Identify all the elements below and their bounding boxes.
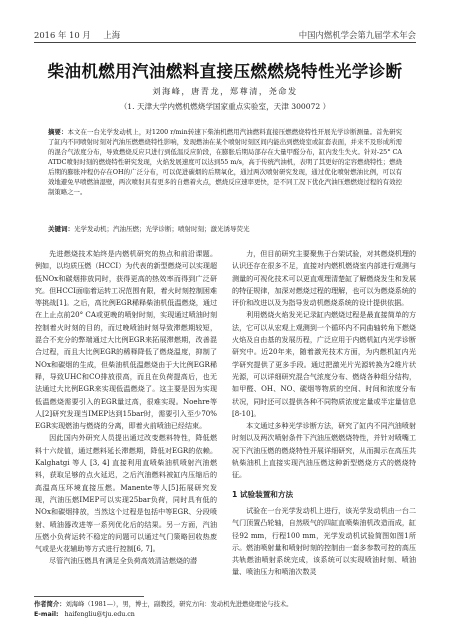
- header-divider: [34, 42, 416, 43]
- email-label: E-mail:: [34, 611, 59, 618]
- section-heading: 1 试验装置和方法: [232, 489, 294, 499]
- author-bio: [34, 600, 416, 610]
- email-address: haifengliu@tju.edu.cn: [64, 611, 135, 618]
- author-bio-text: 刘海峰（1981—），男，博士，副教授，研究方向：发动机先进燃烧理论与技术。: [65, 601, 293, 608]
- abstract: [48, 127, 402, 222]
- footnote: [34, 600, 416, 620]
- author-bio-label: 作者简介：: [34, 601, 66, 608]
- body-paragraph: 本文通过多种光学诊断方法，研究了缸内不同汽油喷射时刻以及两次喷射条件下汽油压燃燃烧特性，并针对喷嘴工况下汽油压燃的燃烧特性开展详细研究，从而揭示在高压共轨柴油机上直接实现汽油压燃这种新型燃烧方式的燃烧特征。: [232, 421, 416, 480]
- abstract-label: 摘要：: [48, 128, 68, 136]
- affiliation: （1. 天津大学内燃机燃烧学国家重点实验室，天津 300072 ）: [119, 102, 331, 111]
- body-paragraph: 先进燃烧技术始终是内燃机研究的热点和前沿课题。例如，以均质压燃（HCCI）为代表的新型燃烧可以实现超低NOx和碳烟排放同时，获得更高的热效率而得到广泛研究。但HCCI面临着运转工况范围有限，着火时刻控制困难等挑战[1]。之后，高比例EGR稀释柴油机低温燃烧，通过在上止点前20° CA或更晚的喷射时刻，实现通过喷油时刻控制着火时刻的目的，而过晚喷油时刻导致滞燃期较短，混合不充分的弊端通过大比例EGR来拓展滞燃期，改善混合过程，而且大比例EGR的稀释降低了燃烧温度，抑制了NOx和碳烟的生成，但柴油机低温燃烧由于大比例EGR稀释，导致UHC和CO排放很高，而且在负荷提高后，也无法通过大比例EGR来实现低温燃烧了。这主要是因为实现低温燃烧需要引入的EGR量过高，很难实现。Noehre等人[2]研究发现当IMEP达到15bar时，需要引入至少70% EGR实现燃油与燃烧的分离，即着火前喷油已经结束。: [35, 249, 217, 431]
- abstract-text: 本文在一台光学发动机上，对1200 r/min转速下柴油机燃用汽油燃料直接压燃燃烧特性开展光学诊断测量。首先研究了缸内不同喷射时刻对汽油压燃燃烧特性影响，发现燃油在某个喷射时刻区间内能出到燃烧室或缸套表面，并来不及形成所需的混合气浓度分布，导致燃烧反应只进行到低温反应阶段，在膨胀后期局部存在大量甲醛分布，缸内发生失火。针对-25° CA ATDC喷射时刻的燃烧特性研究发现，火焰发展速度可以达到55 m/s，高于传统汽油机，表明了其更好的定容燃烧特性；燃烧后期的膨胀冲程仍存在OH的广泛分布，可以促进碳烟的后期氧化，通过两次喷射研究发现，通过优化喷射燃油比例，可以有效地避免早喷燃油湿壁，两次喷射具有更多的自燃着火点，燃烧反应速率更快，是不同工况下优化汽油压燃燃烧过程的有效控制策略之一。: [48, 128, 402, 196]
- keywords-text: 光学发动机；汽油压燃；光学诊断；喷射时刻；激光诱导荧光: [74, 225, 250, 233]
- footnote-divider: [34, 596, 144, 597]
- keywords-label: 关键词：: [48, 225, 74, 233]
- header-date-location: [34, 29, 130, 41]
- keywords: [48, 224, 402, 234]
- header-conference: 中国内燃机学会第九届学术年会: [298, 30, 416, 40]
- header-year: 2016 年 10 月: [34, 30, 91, 40]
- running-header: [34, 27, 416, 41]
- body-column-right: [232, 248, 416, 594]
- author-email: [34, 610, 416, 620]
- body-column-left: [35, 248, 217, 594]
- paper-title: 柴油机燃用汽油燃料直接压燃燃烧特性光学诊断: [47, 62, 403, 81]
- author-list: 刘海峰，唐青龙，郑尊清，尧命发: [152, 86, 298, 96]
- body-paragraph: 试验在一台光学发动机上进行，该光学发动机由一台二气门顶置凸轮轴，自然吸气的四缸直喷柴油机改造而成，缸径92 mm，行程100 mm，光学发动机试验简图如图1所示。燃油喷射量和喷射时刻的控制由一套多参数可控的高压共轨燃油喷射系统完成，该系统可以实现喷油时刻、喷油量、喷油压力和喷油次数灵: [232, 505, 416, 577]
- body-paragraph: 力，但目前研究主要聚焦于台架试验，对其燃烧机理的认识还存在很多不足，直接对内燃机燃烧室内部进行观测与测量的可视化技术可以更直观理清楚缸了解燃烧发生和发展的特征规律，加深对燃烧过程的理解，也可以为燃烧系统的评价和改进以及为指导发动机燃烧系统的设计提供依据。: [232, 249, 416, 308]
- body-paragraph: 因此国内外研究人员提出通过改变燃料特性，降低燃料十六烷值，通过燃料延长滞燃期，降低对EGR的依赖。Kalghatgi 等人 [3, 4] 直接利用直喷柴油机喷射汽油燃料，获取足够的点火延迟，之后汽油燃料被缸内压缩后的高温高压环境直接压燃。Manente等人[5]拓展研究发现，汽油压燃IMEP可以实现25bar负荷，同时具有低的NOx和碳烟排放，当然这个过程是包括中等EGR、分段喷射、喷油器改进等一系列优化后的结果。另一方面，汽油压燃小负荷运转不稳定的问题可以通过气门策略回收热废气或是火花辅助等方式进行控制[6, 7]。: [35, 433, 217, 554]
- header-city: 上海: [103, 30, 121, 40]
- body-paragraph: 利用燃烧火焰发光记录缸内燃烧过程是最直接简单的方法，它可以从宏观上观测到一个循环内不同曲轴转角下燃烧火焰及自由基的发展历程，广泛应用于内燃机缸内光学诊断研究中。近20年来，随着激光技术方面，为内燃机缸内光学研究提供了更多手段。通过把激光片光源转换为2维片状光源，可以详细研究混合气浓度分布、燃烧各种组分结构，如甲醛、OH、NO、碳烟等物质的空间、时间和浓度分布状况，同时还可以提供各种不同物质浓度定量或半定量信息 [8-10]。: [232, 310, 416, 418]
- body-paragraph: 尽管汽油压燃具有满足全负荷高效清洁燃烧的潜: [49, 556, 198, 566]
